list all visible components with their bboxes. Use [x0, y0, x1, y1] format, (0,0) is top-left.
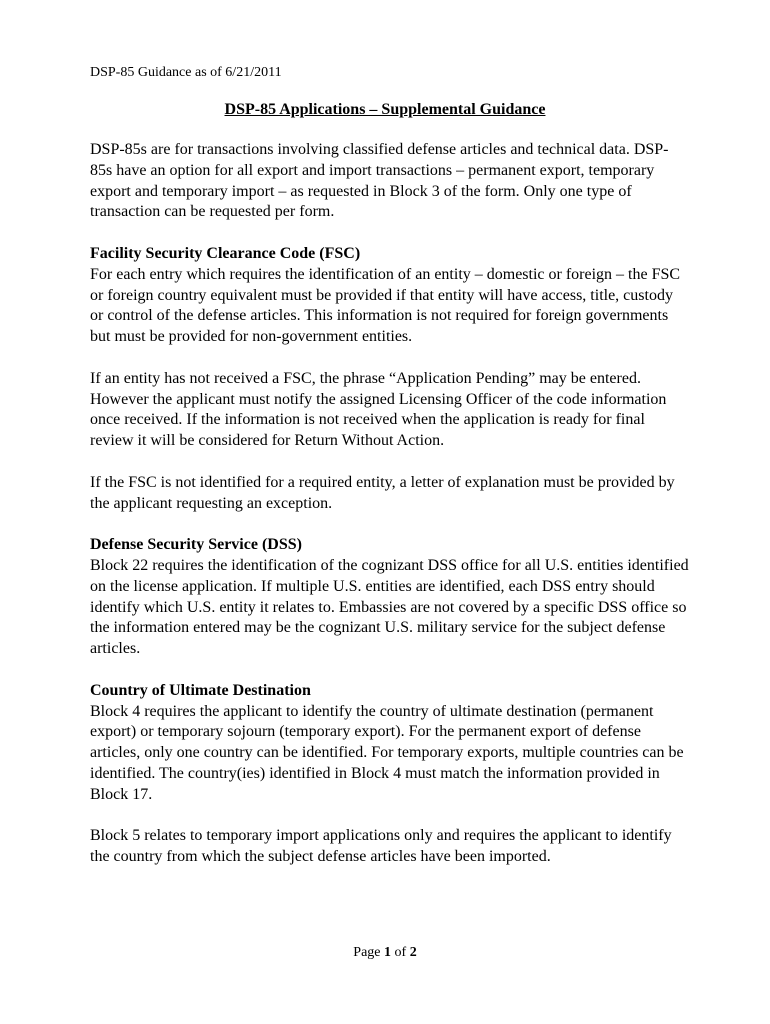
section-heading-fsc: Facility Security Clearance Code (FSC) — [90, 244, 361, 262]
section-dss-paragraph-1 — [90, 535, 690, 660]
page-word: Page — [353, 945, 381, 960]
page-number — [0, 944, 770, 962]
section-fsc-text-1: For each entry which requires the identification of an entity – domestic or foreign – the FSC or foreign country equivalent must be provided if that entity will have access, title, custody or control of the defense articles. This information is not required for foreign governments but must be provided for non-government entities. — [90, 265, 681, 346]
section-fsc-paragraph-1 — [90, 244, 690, 348]
section-destination-paragraph-2: Block 5 relates to temporary import applications only and requires the applicant to identify the country from which the subject defense articles have been imported. — [90, 827, 672, 866]
of-word: of — [394, 945, 407, 960]
header-note: DSP-85 Guidance as of 6/21/2011 — [90, 65, 282, 80]
section-dss-text-1: Block 22 requires the identification of the cognizant DSS office for all U.S. entities identified on the license application. If multiple U.S. entities are identified, each DSS entry should identify which U.S. entity it relates to. Embassies are not covered by a specific DSS office so the information entered may be the cognizant U.S. military service for the subject defense articles. — [90, 556, 689, 658]
page-current: 1 — [384, 945, 392, 960]
intro-paragraph: DSP-85s are for transactions involving classified defense articles and technical data. DSP-85s have an option for all export and import transactions – permanent export, temporary export and temporary import – as requested in Block 3 of the form. Only one type of transaction can be requested per form. — [90, 141, 669, 221]
page-title: DSP-85 Applications – Supplemental Guidance — [224, 101, 546, 118]
document-body — [90, 140, 690, 889]
section-heading-dss: Defense Security Service (DSS) — [90, 536, 302, 554]
section-destination-paragraph-1 — [90, 681, 690, 806]
section-fsc-paragraph-2: If an entity has not received a FSC, the phrase “Application Pending” may be entered. However the applicant must notify the assigned Licensing Officer of the code information once received. If the information is not received when the application is ready for final review it will be considered for Return Without Action. — [90, 369, 667, 450]
section-destination-text-1: Block 4 requires the applicant to identify the country of ultimate destination (permanent export) or temporary sojourn (temporary export). For the permanent export of defense articles, only one country can be identified. For temporary exports, multiple countries can be identified. The country(ies) identified in Block 4 must match the information provided in Block 17. — [90, 702, 684, 803]
section-heading-destination: Country of Ultimate Destination — [90, 681, 311, 699]
page-total: 2 — [409, 945, 417, 960]
section-fsc-paragraph-3: If the FSC is not identified for a required entity, a letter of explanation must be provided by the applicant requesting an exception. — [90, 473, 675, 512]
